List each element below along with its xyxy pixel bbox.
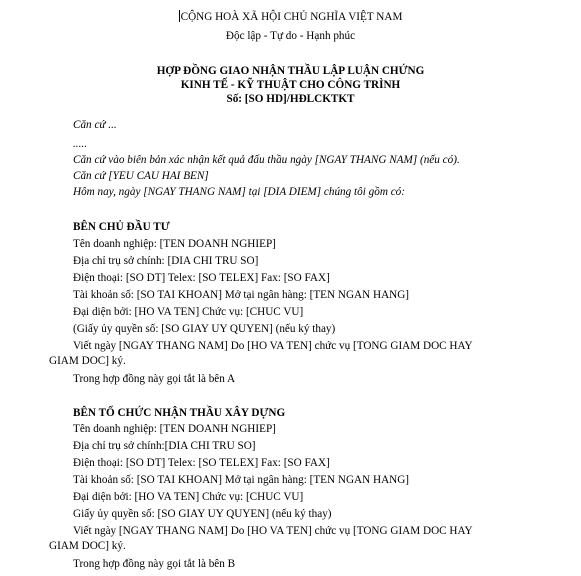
party-a-alias: Trong hợp đồng này gọi tắt là bên A [73, 373, 236, 385]
preamble-line: Căn cứ ... [73, 119, 117, 131]
national-title: CỘNG HOÀ XÃ HỘI CHỦ NGHĨA VIỆT NAM [180, 11, 403, 23]
party-a-line: Địa chỉ trụ sở chính: [DIA CHI TRU SO] [73, 255, 259, 267]
motto: Độc lập - Tự do - Hạnh phúc [225, 30, 356, 42]
party-b-appoint-line1: Viết ngày [NGAY THANG NAM] Do [HO VA TEN] chức vụ [TONG GIAM DOC HAY [73, 525, 473, 537]
party-a-line: Điện thoại: [SO DT] Telex: [SO TELEX] Fax: [SO FAX] [73, 272, 330, 284]
party-b-alias: Trong hợp đồng này gọi tắt là bên B [73, 558, 236, 570]
party-a-line: Đại diện bởi: [HO VA TEN] Chức vụ: [CHUC VU] [73, 306, 304, 318]
preamble-line: Căn cứ [YEU CAU HAI BEN] [73, 170, 209, 182]
party-a-appoint-line2: GIAM DOC] ký. [49, 355, 126, 367]
party-a-line: Tên doanh nghiệp: [TEN DOANH NGHIEP] [73, 238, 276, 250]
party-a-heading: BÊN CHỦ ĐẦU TƯ [73, 221, 170, 233]
party-a-line: Tài khoản số: [SO TAI KHOAN] Mở tại ngân hàng: [TEN NGAN HANG] [73, 289, 410, 301]
contract-title-line2: KINH TẾ - KỸ THUẬT CHO CÔNG TRÌNH [180, 79, 401, 91]
party-b-line: Tài khoản số: [SO TAI KHOAN] Mở tại ngân hàng: [TEN NGAN HANG] [73, 474, 410, 486]
preamble-line: Hôm nay, ngày [NGAY THANG NAM] tại [DIA DIEM] chúng tôi gồm có: [73, 186, 405, 198]
preamble-line: Căn cứ vào biên bản xác nhận kết quả đấu thầu ngày [NGAY THANG NAM] (nếu có). [73, 154, 460, 166]
party-b-line: Địa chỉ trụ sở chính:[DIA CHI TRU SO] [73, 440, 256, 452]
text-cursor [179, 10, 180, 22]
contract-title-line1: HỢP ĐỒNG GIAO NHẬN THẦU LẬP LUẬN CHỨNG [156, 65, 425, 77]
preamble-line: ..... [73, 138, 87, 150]
party-a-line: (Giấy ủy quyền số: [SO GIAY UY QUYEN] (nếu ký thay) [73, 323, 336, 335]
party-b-appoint-line2: GIAM DOC] ký. [49, 540, 126, 552]
contract-number: Số: [SO HD]/HĐLCKTKT [226, 93, 355, 105]
party-b-line: Điện thoại: [SO DT] Telex: [SO TELEX] Fax: [SO FAX] [73, 457, 330, 469]
party-b-line: Giấy ủy quyền số: [SO GIAY UY QUYEN] (nếu ký thay) [73, 508, 332, 520]
party-a-appoint-line1: Viết ngày [NGAY THANG NAM] Do [HO VA TEN] chức vụ [TONG GIAM DOC HAY [73, 340, 473, 352]
party-b-line: Đại diện bởi: [HO VA TEN] Chức vụ: [CHUC VU] [73, 491, 304, 503]
party-b-heading: BÊN TỔ CHỨC NHẬN THẦU XÂY DỰNG [73, 407, 286, 419]
party-b-line: Tên doanh nghiệp: [TEN DOANH NGHIEP] [73, 423, 276, 435]
